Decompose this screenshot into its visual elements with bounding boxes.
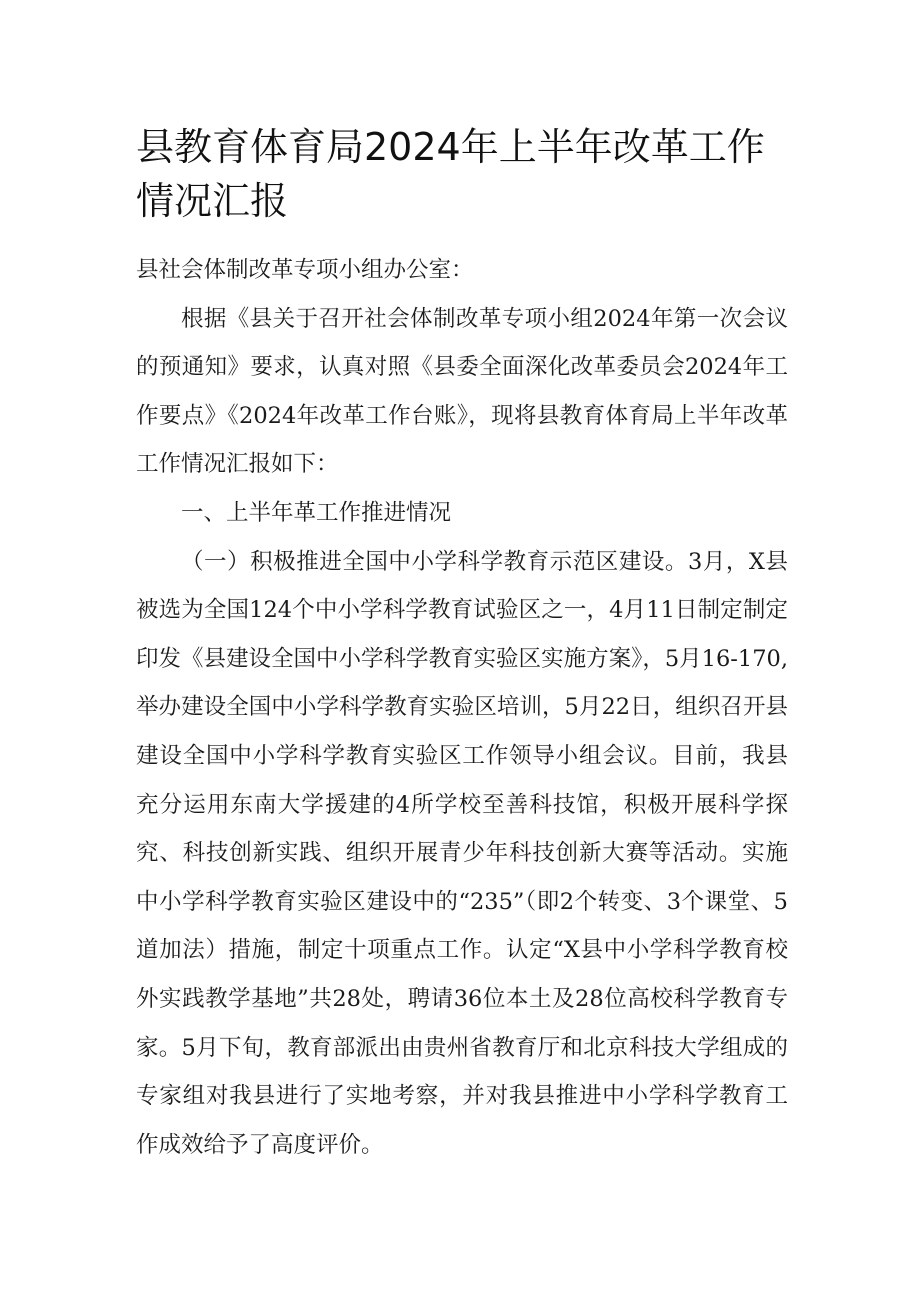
- addressee-line: 县社会体制改革专项小组办公室：: [136, 257, 474, 283]
- section-heading: 一、上半年革工作推进情况: [181, 499, 452, 526]
- document-title: 县教育体育局2024年上半年改革工作情况汇报: [136, 125, 765, 223]
- intro-paragraph: 根据《县关于召开社会体制改革专项小组2024年第一次会议的预通知》要求，认真对照《县委全面深化改革委员会2024年工作要点》《2024年改革工作台账》，现将县教育体育局上半年改革工作情况汇报如下：: [136, 305, 788, 478]
- subsection-paragraph: （一）积极推进全国中小学科学教育示范区建设。3月，X县被选为全国124个中小学科学教育试验区之一，4月11日制定制定印发《县建设全国中小学科学教育实验区实施方案》，5月16-170,举办建设全国中小学科学教育实验区培训，5月22日，组织召开县建设全国中小学科学教育实验区工作领导小组会议。目前，我县充分运用东南大学援建的4所学校至善科技馆，积极开展科学探究、科技创新实践、组织开展青少年科技创新大赛等活动。实施中小学科学教育实验区建设中的“235”（即2个转变、3个课堂、5道加法）措施，制定十项重点工作。认定“X县中小学科学教育校外实践教学基地”共28处，聘请36位本土及28位高校科学教育专家。5月下旬，教育部派出由贵州省教育厅和北京科技大学组成的专家组对我县进行了实地考察，并对我县推进中小学科学教育工作成效给予了高度评价。: [136, 548, 788, 1158]
